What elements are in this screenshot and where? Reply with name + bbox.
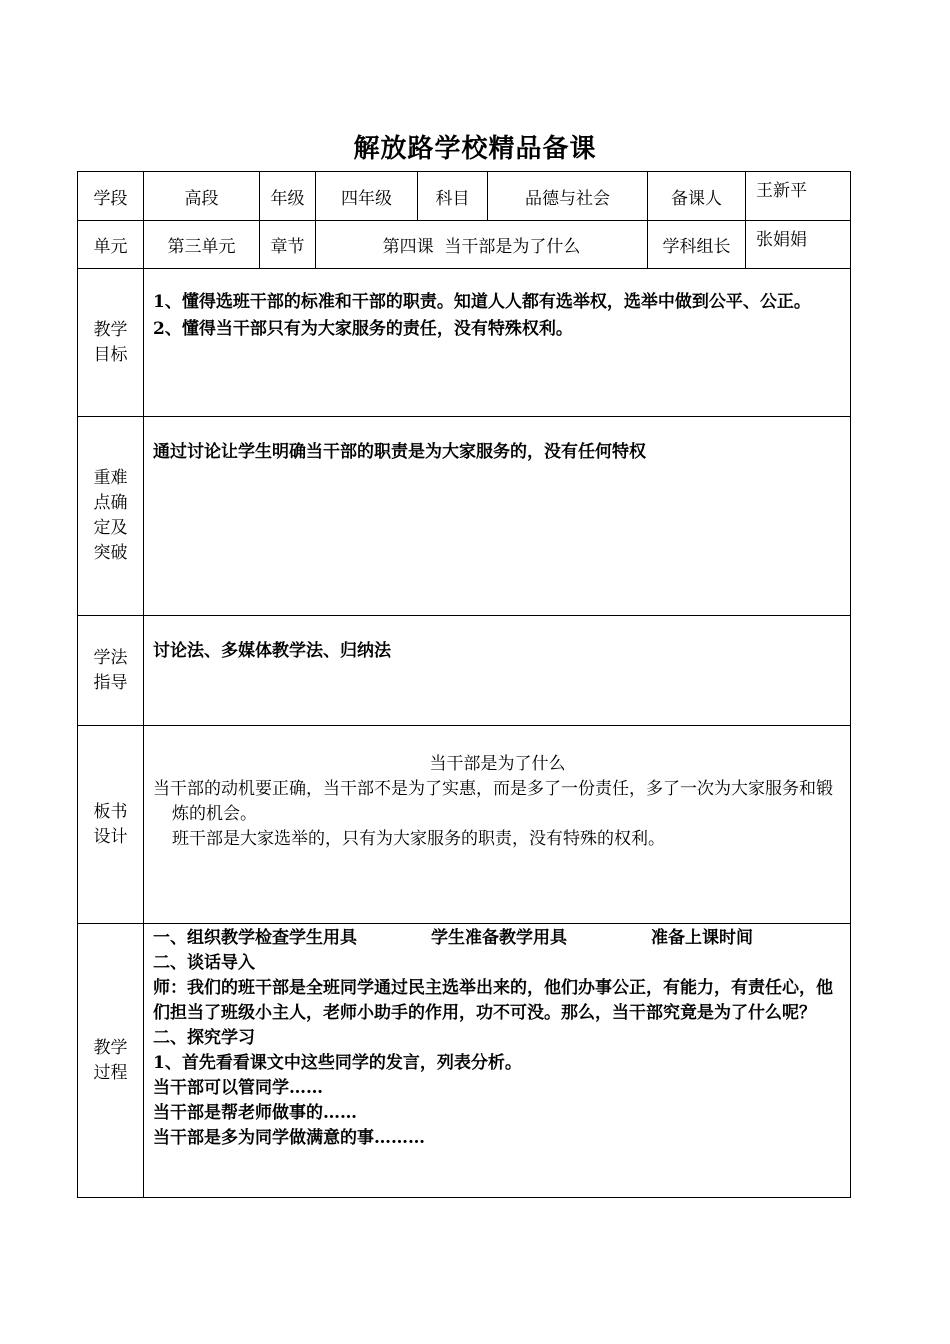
- goal-item: 2、懂得当干部只有为大家服务的责任，没有特殊权利。: [153, 319, 573, 339]
- preparer-label: 备课人: [648, 172, 746, 221]
- process-step: 二、谈话导入: [153, 953, 255, 973]
- key-points-content: 通过讨论让学生明确当干部的职责是为大家服务的，没有任何特权: [144, 417, 851, 616]
- method-label-line: 学法: [93, 647, 128, 668]
- process-step-part: 学生准备教学用具: [431, 928, 567, 948]
- subject-value: 品德与社会: [488, 172, 648, 221]
- goals-label-line: 教学: [93, 319, 128, 340]
- leader-label: 学科组长: [648, 221, 746, 269]
- header-row-2: [78, 221, 851, 269]
- process-step: 当干部是帮老师做事的……: [153, 1103, 357, 1123]
- grade-value: 四年级: [316, 172, 418, 221]
- process-label-line: 过程: [93, 1062, 128, 1083]
- goals-label: [78, 269, 144, 417]
- stage-value: 高段: [144, 172, 260, 221]
- key-points-row: [78, 417, 851, 616]
- goal-item: 1、懂得选班干部的标准和干部的职责。知道人人都有选举权，选举中做到公平、公正。: [153, 292, 811, 312]
- board-label: [78, 726, 144, 924]
- key-points-label-line: 突破: [93, 543, 128, 563]
- process-step: 二、探究学习: [153, 1028, 255, 1048]
- goals-content: [144, 269, 851, 417]
- process-step-part: 一、组织教学检查学生用具: [153, 928, 357, 948]
- process-step: 当干部是多为同学做满意的事………: [153, 1128, 425, 1148]
- method-row: [78, 616, 851, 726]
- board-content: [144, 726, 851, 924]
- board-line: 当干部的动机要正确，当干部不是为了实惠，而是多了一份责任，多了一次为大家服务和锻炼的机会。: [153, 779, 833, 824]
- grade-label: 年级: [260, 172, 316, 221]
- stage-label: 学段: [78, 172, 144, 221]
- chapter-label: 章节: [260, 221, 316, 269]
- method-content: 讨论法、多媒体教学法、归纳法: [144, 616, 851, 726]
- lesson-plan-table: [77, 171, 851, 1198]
- process-label-line: 教学: [93, 1037, 128, 1058]
- chapter-value: 第四课 当干部是为了什么: [316, 221, 648, 269]
- process-step: [153, 926, 842, 951]
- preparer-value: 王新平: [746, 172, 851, 221]
- method-label: [78, 616, 144, 726]
- unit-value: 第三单元: [144, 221, 260, 269]
- goals-row: [78, 269, 851, 417]
- board-line: 班干部是大家选举的，只有为大家服务的职责，没有特殊的权利。: [172, 829, 665, 849]
- unit-label: 单元: [78, 221, 144, 269]
- process-step: 师：我们的班干部是全班同学通过民主选举出来的，他们办事公正，有能力，有责任心，他们担当了班级小主人，老师小助手的作用，功不可没。那么，当干部究竟是为了什么呢？: [153, 978, 833, 1023]
- goals-label-line: 目标: [93, 344, 128, 365]
- process-content: [144, 924, 851, 1198]
- process-step-part: 准备上课时间: [651, 928, 753, 948]
- key-points-label: [78, 417, 144, 616]
- board-row: [78, 726, 851, 924]
- process-step: 1、首先看看课文中这些同学的发言，列表分析。: [153, 1053, 522, 1073]
- process-step: 当干部可以管同学……: [153, 1078, 323, 1098]
- board-heading: 当干部是为了什么: [429, 754, 566, 774]
- process-row: [78, 924, 851, 1198]
- header-row-1: [78, 172, 851, 221]
- page-title: 解放路学校精品备课: [353, 134, 597, 164]
- process-label: [78, 924, 144, 1198]
- board-label-line: 板书: [93, 801, 128, 822]
- subject-label: 科目: [418, 172, 488, 221]
- board-label-line: 设计: [93, 826, 128, 847]
- leader-value: 张娟娟: [746, 221, 851, 269]
- key-points-label-line: 点确: [93, 493, 128, 513]
- key-points-label-line: 定及: [93, 518, 128, 538]
- key-points-label-line: 重难: [93, 468, 128, 488]
- method-label-line: 指导: [93, 672, 128, 693]
